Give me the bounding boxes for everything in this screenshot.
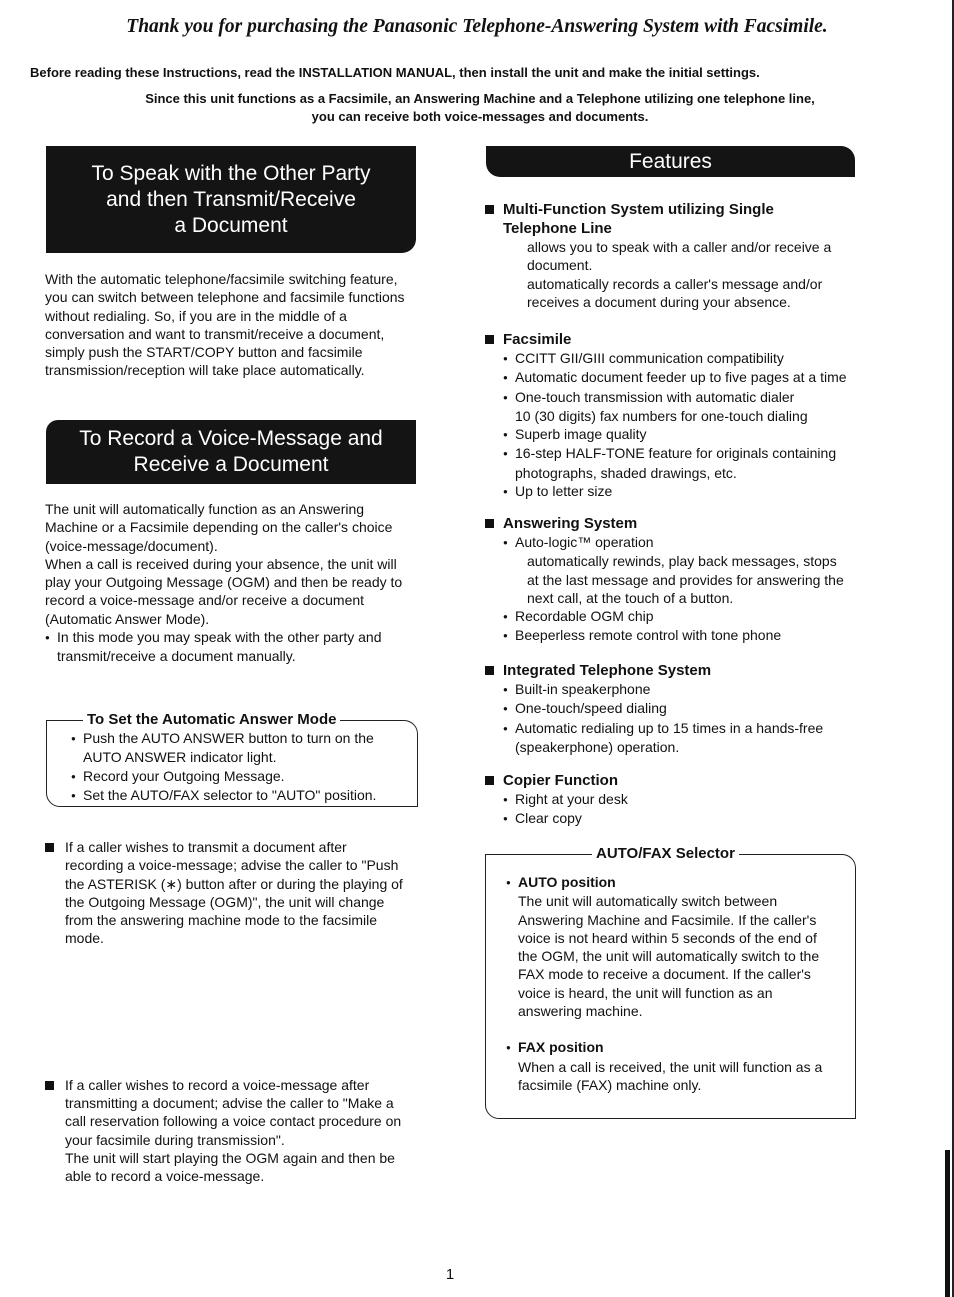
text-line: answering machine.: [518, 1003, 643, 1020]
record-bullet-line: In this mode you may speak with the other party and: [57, 629, 382, 646]
record-body-line: (voice-message/document).: [45, 537, 218, 554]
copier-item: [503, 790, 865, 809]
fax-position-text: [506, 1058, 851, 1095]
item-line: automatically rewinds, play back messages, stops: [527, 553, 837, 570]
feature-heading: [485, 200, 865, 238]
note-line: If a caller wishes to record a voice-message after: [65, 1076, 370, 1093]
speak-body-line: transmission/reception will take place automatically.: [45, 362, 365, 379]
auto-answer-box: [46, 711, 418, 807]
item-line: One-touch/speed dialing: [515, 700, 667, 717]
record-body-line: (Automatic Answer Mode).: [45, 610, 210, 627]
item-line: (speakerphone) operation.: [515, 738, 680, 755]
item-line: CCITT GII/GIII communication compatibility: [515, 350, 784, 366]
note-line: the ASTERISK (∗) button after or during the playing of: [65, 875, 403, 892]
intro-line-2: Since this unit functions as a Facsimile, an Answering Machine and a Telephone utilizing one telephone line,: [145, 91, 815, 106]
integrated-item: [503, 719, 865, 757]
auto-answer-step: [71, 786, 411, 805]
autofax-box-title: AUTO/FAX Selector: [592, 844, 739, 864]
integrated-item: [503, 680, 865, 699]
step-line: Push the AUTO ANSWER button to turn on the: [83, 730, 374, 746]
speak-banner-line-2: and then Transmit/Receive: [106, 187, 356, 211]
feature-facsimile: [485, 330, 865, 501]
heading-line: Telephone Line: [503, 220, 612, 237]
speak-body-line: you can switch between telephone and facsimile functions: [45, 289, 405, 306]
auto-answer-box-title: To Set the Automatic Answer Mode: [83, 710, 340, 730]
feature-line: automatically records a caller's message and/or: [527, 275, 823, 292]
facsimile-item: [503, 444, 865, 482]
note-line: If a caller wishes to transmit a document after: [65, 839, 347, 855]
note-line: the Outgoing Message (OGM)", the unit will change: [65, 893, 385, 910]
speak-section-banner: [46, 146, 416, 253]
feature-multi-function: [485, 200, 865, 311]
record-banner-line-1: To Record a Voice-Message and: [79, 427, 383, 450]
note-line: transmitting a document; advise the caller to "Make a: [65, 1095, 394, 1112]
heading-text: FAX position: [518, 1039, 604, 1056]
text-line: voice is not heard within 5 seconds of the end of: [518, 929, 817, 946]
item-line: Built-in speakerphone: [515, 681, 651, 697]
answering-item: [503, 626, 865, 645]
record-bullet: [45, 628, 425, 666]
note-line: mode.: [65, 930, 104, 947]
feature-heading: Answering System: [485, 514, 865, 533]
feature-copier: [485, 771, 865, 829]
record-bullet-line: transmit/receive a document manually.: [57, 648, 296, 665]
record-body-line: record a voice-message and/or receive a document: [45, 592, 365, 609]
record-section-body: [45, 500, 425, 666]
record-body-line: When a call is received during your absence, the unit will: [45, 555, 397, 572]
speak-banner-line-1: To Speak with the Other Party: [91, 161, 371, 185]
facsimile-item: [503, 388, 865, 426]
text-line: voice is heard, the unit will function as an: [518, 984, 773, 1001]
feature-line: document.: [527, 257, 593, 274]
auto-answer-step: [71, 729, 411, 767]
facsimile-item: [503, 349, 865, 368]
item-line: Right at your desk: [515, 791, 628, 807]
feature-line: allows you to speak with a caller and/or receive a: [527, 239, 832, 255]
speak-body-line: without redialing. So, if you are in the middle of a: [45, 307, 347, 324]
feature-answering-system: [485, 514, 865, 646]
item-line: next call, at the touch of a button.: [527, 589, 734, 606]
text-line: Answering Machine and Facsimile. If the caller's: [518, 911, 817, 928]
feature-heading: Copier Function: [485, 771, 865, 790]
heading-text: AUTO position: [518, 874, 616, 890]
features-banner-label: Features: [629, 149, 712, 173]
item-line: Superb image quality: [515, 426, 647, 443]
auto-answer-step: [71, 767, 411, 786]
features-banner: [486, 146, 855, 177]
feature-line: receives a document during your absence.: [527, 293, 791, 310]
facsimile-item: [503, 368, 865, 387]
item-line: Recordable OGM chip: [515, 608, 654, 625]
auto-position-text: [506, 892, 851, 1020]
facsimile-item: [503, 425, 865, 444]
text-line: facsimile (FAX) machine only.: [518, 1076, 702, 1093]
note-transmit-after-message: [45, 838, 445, 948]
item-line: 10 (30 digits) fax numbers for one-touch dialing: [515, 407, 808, 424]
item-line: Automatic document feeder up to five pages at a time: [515, 369, 847, 386]
facsimile-item: [503, 482, 865, 501]
item-line: Auto-logic™ operation: [515, 534, 654, 550]
item-line: 16-step HALF-TONE feature for originals containing: [515, 445, 837, 462]
item-line: Clear copy: [515, 810, 582, 827]
page-title: Thank you for purchasing the Panasonic Telephone-Answering System with Facsimile.: [126, 16, 828, 37]
record-body-line: The unit will automatically function as an Answering: [45, 501, 365, 517]
speak-body-line: conversation and want to transmit/receive a document,: [45, 325, 385, 342]
step-line: Set the AUTO/FAX selector to "AUTO" position.: [83, 786, 377, 803]
auto-position-heading: [506, 873, 851, 892]
note-message-after-transmit: [45, 1076, 445, 1186]
step-line: AUTO ANSWER indicator light.: [83, 749, 277, 766]
record-body-line: Machine or a Facsimile depending on the caller's choice: [45, 519, 393, 536]
note-line: from the answering machine mode to the facsimile: [65, 912, 378, 929]
text-line: The unit will automatically switch between: [518, 893, 778, 910]
answering-item: [503, 607, 865, 626]
copier-item: [503, 809, 865, 828]
intro-line-1: Before reading these Instructions, read the INSTALLATION MANUAL, then install the unit and make the initial settings.: [30, 65, 760, 80]
page-number: 1: [445, 1266, 455, 1283]
note-line: The unit will start playing the OGM again and then be: [65, 1149, 395, 1166]
feature-integrated-telephone: [485, 661, 865, 756]
item-line: One-touch transmission with automatic dialer: [515, 388, 795, 405]
item-line: Beeperless remote control with tone phone: [515, 627, 782, 644]
item-line: photographs, shaded drawings, etc.: [515, 464, 737, 481]
heading-line: Multi-Function System utilizing Single: [503, 201, 774, 218]
speak-body-line: simply push the START/COPY button and facsimile: [45, 344, 363, 361]
integrated-item: [503, 699, 865, 718]
note-line: recording a voice-message; advise the caller to "Push: [65, 857, 399, 874]
note-line: your facsimile during transmission".: [65, 1131, 285, 1148]
note-line: able to record a voice-message.: [65, 1168, 265, 1185]
speak-banner-line-3: a Document: [174, 213, 288, 237]
text-line: the OGM, the unit will automatically switch to the: [518, 948, 820, 965]
fax-position-heading: [506, 1038, 851, 1057]
auto-logic-description: [503, 552, 865, 607]
feature-heading: Facsimile: [485, 330, 865, 349]
scan-edge-mark: [945, 1150, 950, 1297]
item-line: Up to letter size: [515, 483, 613, 500]
speak-body-line: With the automatic telephone/facsimile switching feature,: [45, 271, 398, 287]
item-line: Automatic redialing up to 15 times in a hands-free: [515, 719, 824, 736]
record-body-line: play your Outgoing Message (OGM) and then be ready to: [45, 574, 403, 591]
text-line: When a call is received, the unit will function as a: [518, 1058, 823, 1075]
intro-line-3: you can receive both voice-messages and documents.: [311, 109, 649, 124]
item-line: at the last message and provides for answering the: [527, 571, 844, 588]
autofax-selector-box: [485, 845, 856, 1119]
step-line: Record your Outgoing Message.: [83, 767, 285, 784]
note-line: call reservation following a voice contact procedure on: [65, 1113, 402, 1130]
answering-item: [503, 533, 865, 552]
record-section-banner: [46, 420, 416, 484]
text-line: FAX mode to receive a document. If the caller's: [518, 966, 811, 983]
feature-heading: Integrated Telephone System: [485, 661, 865, 680]
speak-section-body: [45, 270, 425, 380]
record-banner-line-2: Receive a Document: [133, 453, 329, 476]
